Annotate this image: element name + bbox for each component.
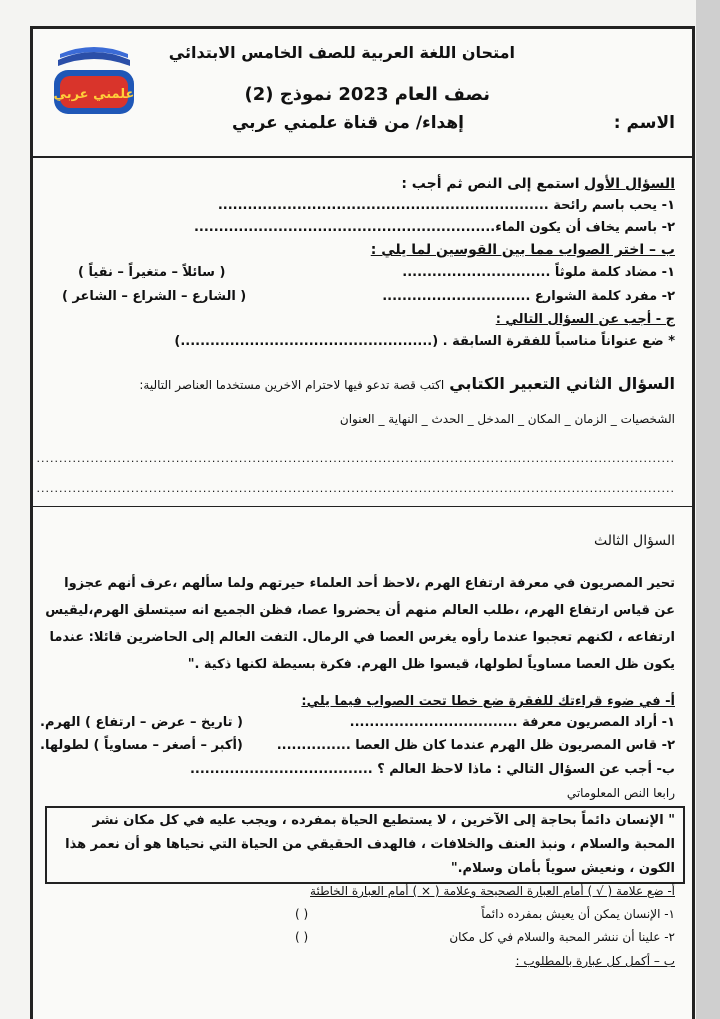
q4-box-line-1: " الإنسان دائماً بحاجة إلى الآخرين ، لا يستطيع الحياة بمفرده ، ويجب عليه في كل مكان نشر <box>92 813 675 828</box>
q4-item-1: ١- الإنسان يمكن أن يعيش بمفرده دائماً <box>481 907 675 921</box>
credit-line: إهداء/ من قناة علمني عربي <box>231 113 464 133</box>
q2-heading: السؤال الثاني التعبير الكتابي <box>449 374 675 393</box>
q1-part-b: ب – اختر الصواب مما بين القوسين لما يلي : <box>370 242 675 258</box>
q1-choice-2: ( الشارع – الشراع – الشاعر ) <box>62 289 247 304</box>
q3-item-1: ١- أراد المصريون معرفة .................................. <box>349 715 675 730</box>
q1-choice-1: ( سائلاً – متغيراً – نقياً ) <box>78 265 226 280</box>
q3-passage-1: تحير المصريون في معرفة ارتفاع الهرم ،لاحظ أحد العلماء حيرتهم ولما سألهم ،عرف أنهم عجزوا <box>64 576 675 591</box>
q1-heading-rest: استمع إلى النص ثم أجب : <box>401 176 580 192</box>
q4-part-a: أ- ضع علامة ( √ ) أمام العبارة الصحيحة وعلامة ( × ) أمام العبارة الخاطئة <box>310 884 675 898</box>
q3-choice-1: ( تاريخ – عرض – ارتفاع ) الهرم. <box>40 715 243 730</box>
q4-box-line-3: الكون ، ونعيش سوياً بأمان وسلام." <box>450 861 675 876</box>
q3-passage-2: عن قياس ارتفاع الهرم، ،طلب العالم منهم أن يحضروا عصا، فظن الجميع انه سيتسلق الهرم،ليقيس <box>45 603 675 618</box>
q1-item-2: ٢- باسم يخاف أن يكون الماء............................................................. <box>193 220 675 235</box>
q2-instruction: اكتب قصة تدعو فيها لاحترام الاخرين مستخدما العناصر التالية: <box>139 378 445 392</box>
name-label: الاسم : <box>613 113 675 133</box>
channel-logo <box>48 40 140 120</box>
q3-part-b: ب- أجب عن السؤال التالي : ماذا لاحظ العالم ؟ ..................................... <box>189 762 675 777</box>
q4-heading: رابعا النص المعلوماتي <box>566 786 675 800</box>
q1-heading: السؤال الأول <box>584 176 675 192</box>
q2-elements: الشخصيات _ الزمان _ المكان _ المدخل _ الحدث _ النهاية _ العنوان <box>339 412 675 426</box>
q2-line-1: .............................................................................................................................................. <box>36 452 675 465</box>
exam-subtitle: نصف العام 2023 نموذج (2) <box>244 84 490 105</box>
q3-heading: السؤال الثالث <box>593 533 675 549</box>
q4-box-line-2: المحبة والسلام ، ونبذ العنف والخلافات ، فالهدف الحقيقي من الحياة التي نحياها هو أن نعمر هذا <box>65 837 675 852</box>
q1-item-b1: ١- مضاد كلمة ملوثاً .............................. <box>402 265 675 280</box>
page-edge <box>696 0 720 1019</box>
q3-part-a: أ- في ضوء قراءتك للفقرة ضع خطا تحت الصواب فيما يلي: <box>301 694 675 709</box>
q3-passage-3: ارتفاعه ، لكنهم تعجبوا عندما رأوه يغرس العصا في الرمال. التفت العالم إلى الحاضرين قائلا: عندما <box>49 630 675 645</box>
header-divider <box>30 156 695 158</box>
q1-item-1: ١- يحب باسم رائحة ................................................................... <box>217 198 675 213</box>
exam-title: امتحان اللغة العربية للصف الخامس الابتدائي <box>168 43 515 62</box>
q3-choice-2: (أكبر – أصغر – مساوياً ) لطولها. <box>40 738 243 753</box>
q1-item-c: * ضع عنواناً مناسباً للفقرة السابقة . (...................................................) <box>174 334 675 349</box>
q4-bracket-1: ( ) <box>295 907 309 921</box>
q1-item-b2: ٢- مفرد كلمة الشوارع .............................. <box>382 289 675 304</box>
q1-part-c: ج - أجب عن السؤال التالي : <box>495 312 675 327</box>
q1-heading-row <box>401 176 675 192</box>
q4-part-b: ب – أكمل كل عبارة بالمطلوب : <box>515 954 675 968</box>
q2-heading-row <box>139 374 675 393</box>
q4-bracket-2: ( ) <box>295 930 309 944</box>
logo-text: علمني عربي <box>53 87 135 102</box>
q2-line-2: .............................................................................................................................................. <box>36 482 675 495</box>
q2-divider <box>30 506 695 507</box>
q3-passage-4: يكون ظل العصا مساوياً لطولها، قيسوا ظل الهرم. فكرة بسيطة لكنها ذكية ." <box>187 657 675 672</box>
q3-item-2: ٢- قاس المصريون ظل الهرم عندما كان ظل العصا ............... <box>276 738 675 753</box>
q4-item-2: ٢- علينا أن ننشر المحبة والسلام في كل مكان <box>449 930 675 944</box>
